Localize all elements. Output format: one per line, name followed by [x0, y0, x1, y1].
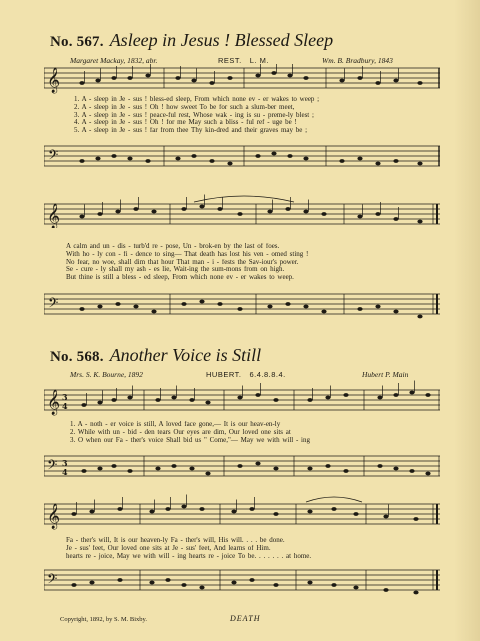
hymn-568-bass-staff-1 — [44, 450, 440, 486]
hymn-567-treble-staff-2 — [44, 190, 440, 228]
lyric-line: 1. A - noth - er voice is still, A loved face gone,— It is our heav-en-ly — [70, 421, 281, 428]
bass-clef-icon: 𝄢 — [47, 457, 58, 476]
copyright-note: Copyright, 1892, by S. M. Bixby. — [60, 616, 147, 623]
hymn-567-treble-staff-1 — [44, 64, 440, 100]
time-signature-icon: 3 — [62, 458, 68, 468]
hymn-568-author: Mrs. S. K. Bourne, 1892 — [70, 370, 143, 379]
hymn-567-author: Margaret Mackay, 1832, abr. — [70, 56, 158, 65]
tune-meter: L. M. — [249, 56, 269, 65]
tune-name: REST. — [218, 56, 242, 65]
svg-text:4: 4 — [62, 401, 68, 411]
hymn-number: No. 568. — [50, 349, 104, 365]
hymn-567-title — [50, 30, 333, 51]
lyric-line: 4. A - sleep in Je - sus ! Oh ! for me May such a bliss - ful ref - uge be ! — [74, 119, 297, 127]
hymn-568-bass-staff-2 — [44, 562, 440, 602]
svg-text:4: 4 — [62, 467, 68, 477]
tune-name: HUBERT. — [206, 370, 242, 379]
lyric-line: 2. A - sleep in Je - sus ! Oh ! how sweet To be for such a slum-ber meet, — [74, 103, 295, 111]
hymn-name: Another Voice is Still — [109, 345, 262, 365]
hymn-568-verses-line-1 — [70, 421, 438, 444]
treble-clef-icon: 𝄞 — [47, 504, 61, 529]
section-category: DEATH — [230, 614, 261, 623]
bass-clef-icon: 𝄢 — [48, 147, 59, 166]
hymn-567-verses-line-1 — [74, 96, 442, 135]
hymn-568-verses-line-2 — [66, 537, 434, 560]
lyric-line: 1. A - sleep in Je - sus ! bless-ed sleep, From which none ev - er wakes to weep ; — [74, 96, 320, 103]
hymn-568-composer: Hubert P. Main — [362, 370, 409, 379]
hymn-568-treble-staff-1 — [44, 378, 440, 418]
treble-clef-icon: 𝄞 — [47, 390, 61, 415]
hymn-568-title — [50, 345, 261, 366]
hymn-568-treble-staff-2 — [44, 490, 440, 530]
lyric-line: With ho - ly con - fi - dence to sing— That death has lost his ven - omed sting ! — [66, 250, 309, 258]
hymn-567-composer: Wm. B. Bradbury, 1843 — [322, 56, 393, 65]
lyric-line: A calm and un - dis - turb'd re - pose, Un - brok-en by the last of foes. — [66, 243, 280, 250]
treble-clef-icon: 𝄞 — [47, 204, 61, 228]
lyric-line: Je - sus' feet, Our loved one sits at Je - sus' feet, And learns of Him. — [66, 544, 271, 552]
time-signature-icon: 3 — [62, 392, 68, 402]
lyric-line: Se - cure - ly shall my ash - es lie, Wait-ing the sum-mons from on high. — [66, 266, 285, 274]
page-shadow — [454, 0, 480, 641]
hymn-567-verses-line-2 — [66, 243, 434, 282]
hymn-567-bass-staff-1 — [44, 140, 440, 176]
lyric-line: hearts re - joice, May we with will - ing hearts re - joice To be. . . . . . . at home. — [66, 552, 312, 560]
lyric-line: 3. O when our Fa - ther's voice Shall bid us " Come,"— May we with will - ing — [70, 436, 311, 444]
lyric-line: 3. A - sleep in Je - sus ! peace-ful rest, Whose wak - ing is su - preme-ly blest ; — [74, 111, 314, 119]
bass-clef-icon: 𝄢 — [47, 571, 58, 590]
treble-clef-icon: 𝄞 — [47, 68, 61, 93]
hymn-name: Asleep in Jesus ! Blessed Sleep — [109, 30, 334, 50]
lyric-line: 2. While with un - bid - den tears Our eyes are dim, Our loved one sits at — [70, 428, 291, 436]
lyric-line: No fear, no woe, shall dim that hour That man - i - fests the Sav-iour's power. — [66, 258, 299, 266]
hymn-number: No. 567. — [50, 34, 104, 50]
lyric-line: But thine is still a bless - ed sleep, From which none ev - er wakes to weep. — [66, 274, 294, 282]
lyric-line: Fa - ther's will, It is our heaven-ly Fa - ther's will, His will. . . . be done. — [66, 537, 285, 544]
hymn-567-bass-staff-2 — [44, 286, 440, 330]
bass-clef-icon: 𝄢 — [48, 295, 59, 314]
lyric-line: 5. A - sleep in Je - sus ! far from thee Thy kin-dred and their graves may be ; — [74, 127, 308, 135]
tune-meter: 6.4.8.8.4. — [249, 370, 286, 379]
